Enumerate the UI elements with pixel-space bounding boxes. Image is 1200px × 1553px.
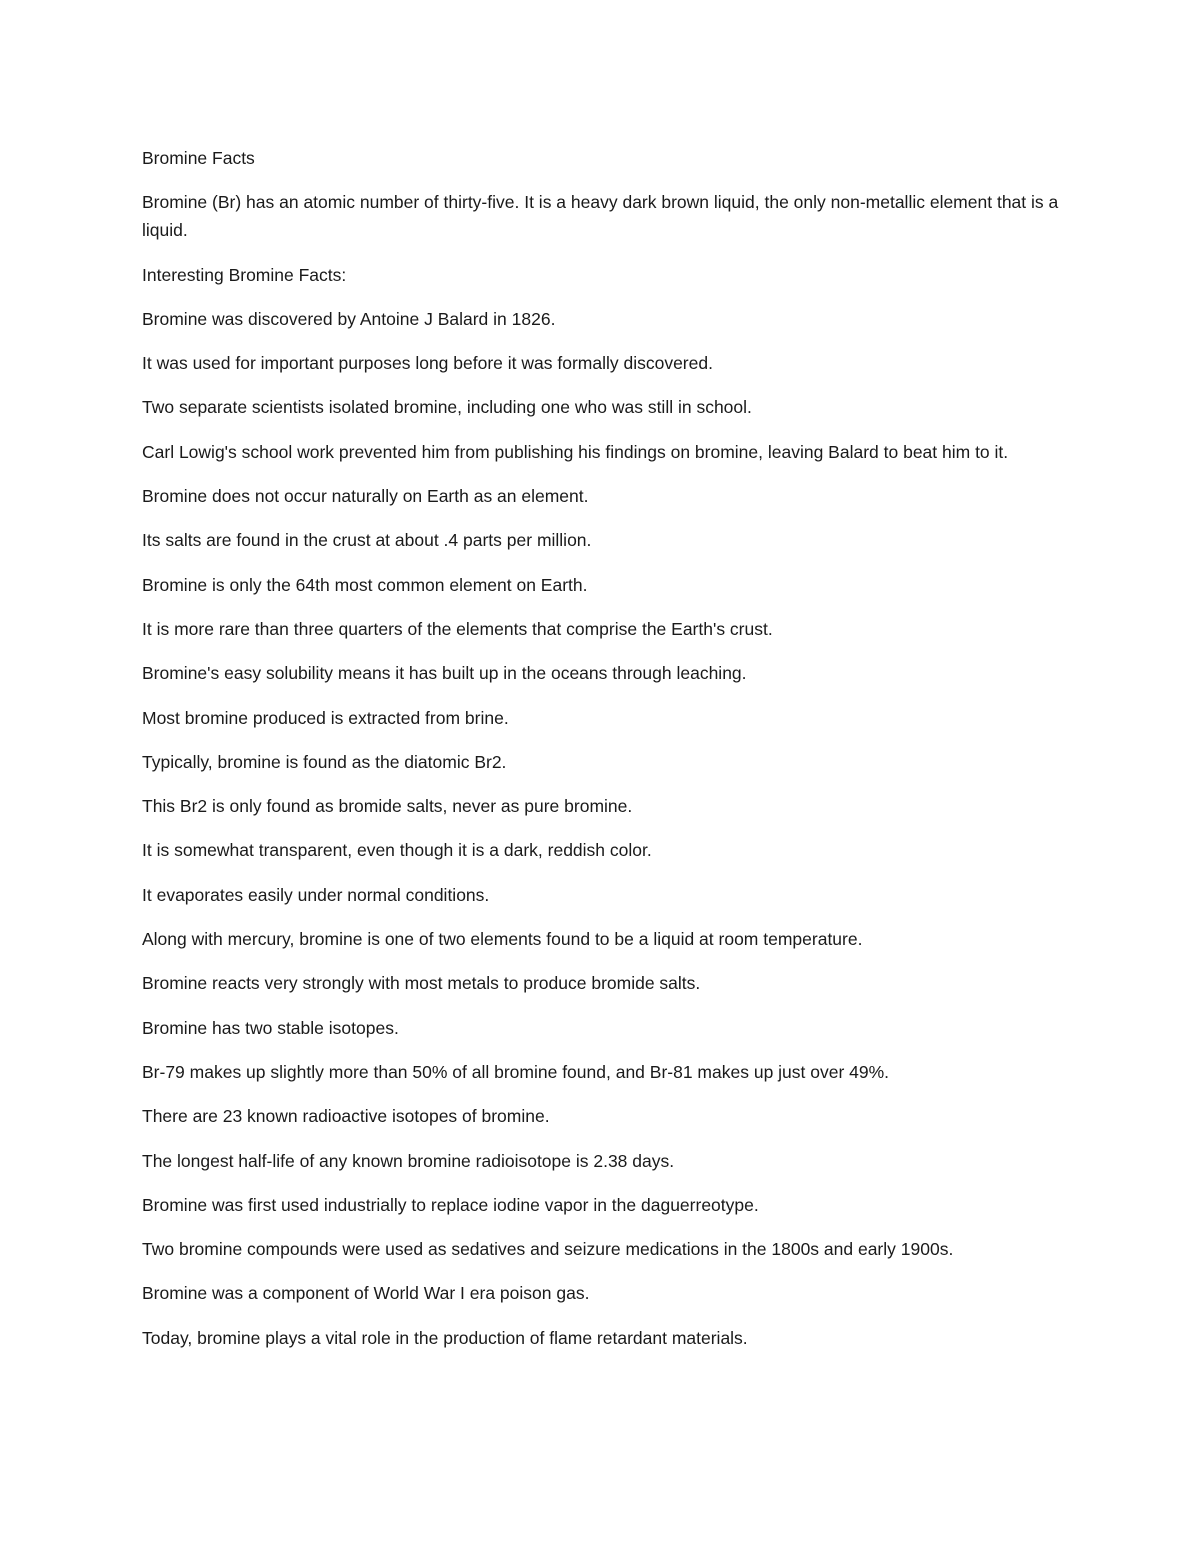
- fact-paragraph: It is somewhat transparent, even though it is a dark, reddish color.: [142, 840, 652, 861]
- document-title: Bromine Facts: [142, 148, 255, 168]
- fact-paragraph: Carl Lowig's school work prevented him from publishing his findings on bromine, leaving Balard to beat him to it.: [142, 441, 1009, 462]
- fact-paragraph: Bromine is only the 64th most common element on Earth.: [142, 574, 588, 595]
- fact-paragraph: Bromine was first used industrially to replace iodine vapor in the daguerreotype.: [142, 1194, 759, 1215]
- document-body: [142, 144, 1062, 1368]
- fact-paragraph: Br-79 makes up slightly more than 50% of all bromine found, and Br-81 makes up just over 49%.: [142, 1061, 890, 1082]
- fact-paragraph: Bromine was discovered by Antoine J Balard in 1826.: [142, 308, 556, 329]
- subheading: Interesting Bromine Facts:: [142, 264, 347, 285]
- fact-paragraph: Most bromine produced is extracted from brine.: [142, 707, 509, 728]
- fact-paragraph: Two bromine compounds were used as sedatives and seizure medications in the 1800s and early 1900s.: [142, 1239, 954, 1260]
- fact-paragraph: Bromine has two stable isotopes.: [142, 1017, 399, 1038]
- fact-paragraph: This Br2 is only found as bromide salts, never as pure bromine.: [142, 796, 633, 817]
- fact-paragraph: Bromine reacts very strongly with most metals to produce bromide salts.: [142, 973, 701, 994]
- fact-paragraph: Today, bromine plays a vital role in the production of flame retardant materials.: [142, 1327, 748, 1348]
- intro-paragraph: Bromine (Br) has an atomic number of thirty-five. It is a heavy dark brown liquid, the only non-metallic element that is a liquid.: [142, 192, 1059, 241]
- fact-paragraph: Along with mercury, bromine is one of two elements found to be a liquid at room temperature.: [142, 929, 863, 950]
- fact-paragraph: There are 23 known radioactive isotopes of bromine.: [142, 1106, 550, 1127]
- fact-paragraph: It evaporates easily under normal conditions.: [142, 884, 490, 905]
- fact-paragraph: Bromine was a component of World War I era poison gas.: [142, 1283, 590, 1304]
- fact-paragraph: Its salts are found in the crust at about .4 parts per million.: [142, 530, 592, 551]
- fact-paragraph: Bromine's easy solubility means it has built up in the oceans through leaching.: [142, 663, 747, 684]
- fact-paragraph: It was used for important purposes long before it was formally discovered.: [142, 353, 713, 374]
- fact-paragraph: Typically, bromine is found as the diatomic Br2.: [142, 751, 507, 772]
- fact-paragraph: It is more rare than three quarters of the elements that comprise the Earth's crust.: [142, 618, 773, 639]
- fact-paragraph: Two separate scientists isolated bromine, including one who was still in school.: [142, 397, 752, 418]
- fact-paragraph: Bromine does not occur naturally on Earth as an element.: [142, 486, 589, 507]
- fact-paragraph: The longest half-life of any known bromine radioisotope is 2.38 days.: [142, 1150, 675, 1171]
